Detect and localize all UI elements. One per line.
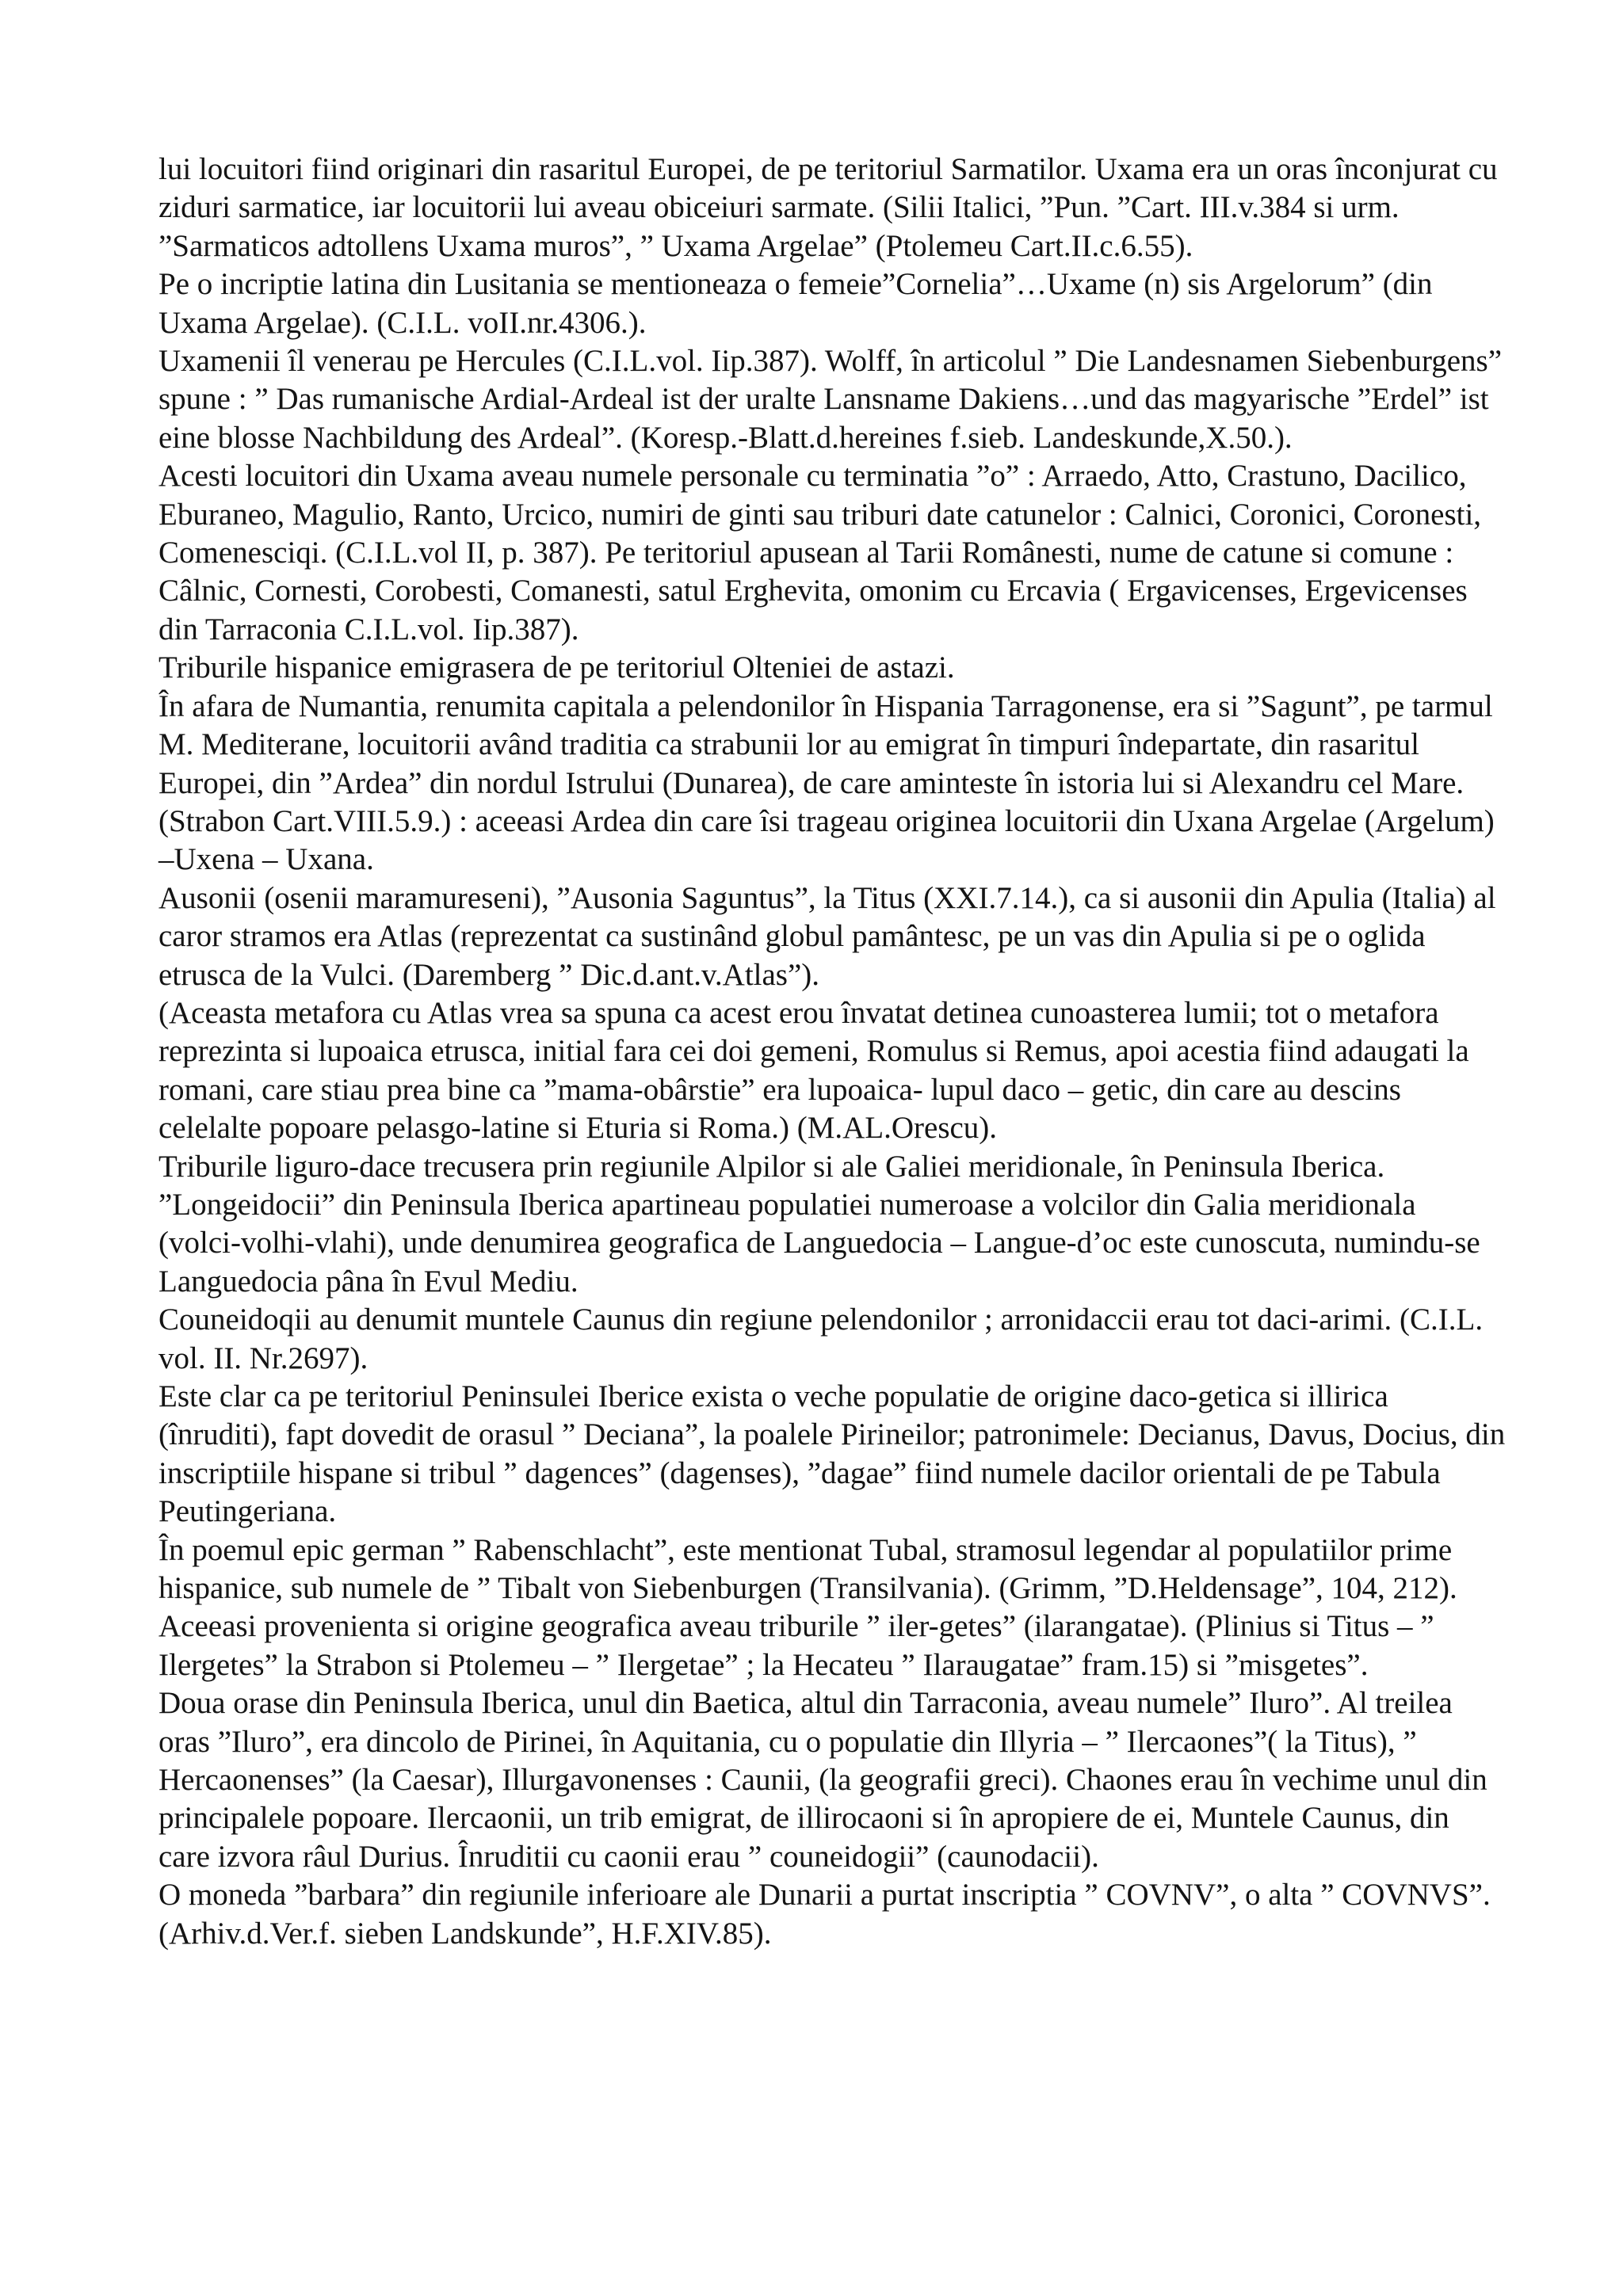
paragraph: Este clar ca pe teritoriul Peninsulei Iberice exista o veche populatie de origine daco-getica si illirica (înruditi), fapt dovedit de orasul ” Deciana”, la poalele Pirineilor; patronimele: Decianus, Davus, Docius, din inscriptiile hispane si tribul ” dagences” (dagenses), ”dagae” fiind numele dacilor orientali de pe Tabula Peutingeriana. [158,1379,1506,1529]
paragraph: Ausonii (osenii maramureseni), ”Ausonia Saguntus”, la Titus (XXI.7.14.), ca si ausonii din Apulia (Italia) al caror stramos era Atlas (reprezentat ca sustinând globul pamântesc, pe un vas din Apulia si pe o oglida etrusca de la Vulci. (Daremberg ” Dic.d.ant.v.Atlas”). [158,880,1496,992]
paragraph: În poemul epic german ” Rabenschlacht”, este mentionat Tubal, stramosul legendar al populatiilor prime hispanice, sub numele de ” Tibalt von Siebenburgen (Transilvania). (Grimm, ”D.Heldensage”, 104, 212). [158,1532,1457,1606]
paragraph: Doua orase din Peninsula Iberica, unul din Baetica, altul din Tarraconia, aveau numele” Iluro”. Al treilea oras ”Iluro”, era dincolo de Pirinei, în Aquitania, cu o populatie din Illyria – ” Ilercaones”( la Titus), ” Hercaonenses” (la Caesar), Illurgavonenses : Caunii, (la geografii greci). Chaones erau în vechime unul din principalele popoare. Ilercaonii, un trib emigrat, de illirocaoni si în apropiere de ei, Muntele Caunus, din care izvora râul Durius. Înruditii cu caonii erau ” couneidogii” (caunodacii). [158,1686,1487,1874]
paragraph: Triburile hispanice emigrasera de pe teritoriul Olteniei de astazi. [158,650,955,685]
paragraph: Couneidoqii au denumit muntele Caunus din regiune pelendonilor ; arronidaccii erau tot daci-arimi. (C.I.L. vol. II. Nr.2697). [158,1302,1484,1375]
paragraph: (Aceasta metafora cu Atlas vrea sa spuna ca acest erou învatat detinea cunoasterea lumii; tot o metafora reprezinta si lupoaica etrusca, initial fara cei doi gemeni, Romulus si Remus, apoi acestia fiind adaugati la romani, care stiau prea bine ca ”mama-obârstie” era lupoaica- lupul daco – getic, din care au descins celelalte popoare pelasgo-latine si Eturia si Roma.) (M.AL.Orescu). [158,995,1469,1146]
paragraph: În afara de Numantia, renumita capitala a pelendonilor în Hispania Tarragonense, era si ”Sagunt”, pe tarmul M. Mediterane, locuitorii având traditia ca strabunii lor au emigrat în timpuri îndepartate, din rasaritul Europei, din ”Ardea” din nordul Istrului (Dunarea), de care aminteste în istoria lui si Alexandru cel Mare. (Strabon Cart.VIII.5.9.) : aceeasi Ardea din care îsi trageau originea locuitorii din Uxana Argelae (Argelum) –Uxena – Uxana. [158,688,1495,877]
document-page [158,151,1506,1953]
paragraph: Pe o incriptie latina din Lusitania se mentioneaza o femeie”Cornelia”…Uxame (n) sis Argelorum” (din Uxama Argelae). (C.I.L. voII.nr.4306.). [158,267,1433,340]
paragraph: ”Longeidocii” din Peninsula Iberica apartineau populatiei numeroase a volcilor din Galia meridionala (volci-volhi-vlahi), unde denumirea geografica de Languedocia – Langue-d’oc este cunoscuta, numindu-se Languedocia pâna în Evul Mediu. [158,1187,1480,1299]
paragraph: Uxamenii îl venerau pe Hercules (C.I.L.vol. Iip.387). Wolff, în articolul ” Die Landesnamen Siebenburgens” spune : ” Das rumanische Ardial-Ardeal ist der uralte Lansname Dakiens…und das magyarische ”Erdel” ist eine blosse Nachbildung des Ardeal”. (Koresp.-Blatt.d.hereines f.sieb. Landeskunde,X.50.). [158,344,1503,455]
paragraph: O moneda ”barbara” din regiunile inferioare ale Dunarii a purtat inscriptia ” COVNV”, o alta ” COVNVS”. (Arhiv.d.Ver.f. sieben Landskunde”, H.F.XIV.85). [158,1878,1491,1951]
paragraph: Aceeasi provenienta si origine geografica aveau triburile ” iler-getes” (ilarangatae). (Plinius si Titus – ” Ilergetes” la Strabon si Ptolemeu – ” Ilergetae” ; la Hecateu ” Ilaraugatae” fram.15) si ”misgetes”. [158,1609,1434,1682]
paragraph: Acesti locuitori din Uxama aveau numele personale cu terminatia ”o” : Arraedo, Atto, Crastuno, Dacilico, Eburaneo, Magulio, Ranto, Urcico, numiri de ginti sau triburi date catunelor : Calnici, Coronici, Coronesti, Comenesciqi. (C.I.L.vol II, p. 387). Pe teritoriul apusean al Tarii Românesti, nume de catune si comune : Câlnic, Cornesti, Corobesti, Comanesti, satul Erghevita, omonim cu Ercavia ( Ergavicenses, Ergevicenses din Tarraconia C.I.L.vol. Iip.387). [158,459,1482,646]
paragraph: Triburile liguro-dace trecusera prin regiunile Alpilor si ale Galiei meridionale, în Peninsula Iberica. [158,1149,1385,1184]
paragraph: lui locuitori fiind originari din rasaritul Europei, de pe teritoriul Sarmatilor. Uxama era un oras înconjurat cu ziduri sarmatice, iar locuitorii lui aveau obiceiuri sarmate. (Silii Italici, ”Pun. ”Cart. III.v.384 si urm. ”Sarmaticos adtollens Uxama muros”, ” Uxama Argelae” (Ptolemeu Cart.II.c.6.55). [158,152,1498,263]
